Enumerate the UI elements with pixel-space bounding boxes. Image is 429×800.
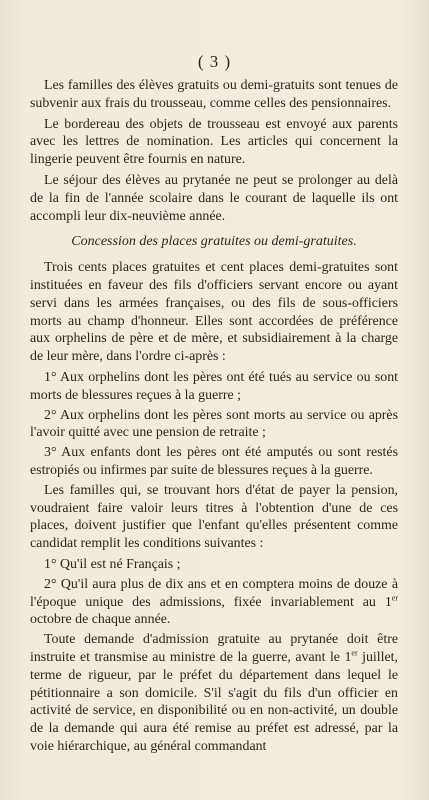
paragraph-intro: Trois cents places gratuites et cent places demi-gratuites sont instituées en faveur des fils d'officiers servant encore ou ayant servi dans les armées françaises, ou des fils de sous-officiers morts au champ d'honneur. Elles sont accordées de préférence aux orphelins de père et de mère, et subsidiairement à la charge de leur mère, dans l'ordre ci-après : xyxy=(30,260,398,365)
condition-2-sup: er xyxy=(391,592,398,602)
order-item-3: 3° Aux enfants dont les pères ont été amputés ou sont restés estropiés ou infirmes par suite de blessures reçues à la guerre. xyxy=(30,445,398,478)
paragraph-sejour: Le séjour des élèves au prytanée ne peut se prolonger au delà de la fin de l'année scolaire dans le courant de laquelle ils ont accompli leur dix-neuvième année. xyxy=(30,172,398,224)
section-heading: Concession des places gratuites ou demi-gratuites. xyxy=(71,234,357,250)
order-item-2: 2° Aux orphelins dont les pères sont morts au service ou après l'avoir quitté avec une pension de retraite ; xyxy=(30,407,398,441)
order-item-1: 1° Aux orphelins dont les pères ont été tués au service ou sont morts de blessures reçues à la guerre ; xyxy=(30,369,398,403)
demande-end: juillet, terme de rigueur, par le préfet du département dans lequel le pétitionnaire a son domicile. S'il s'agit du fils d'un officier en activité de service, en disponibilité ou en non-activité, un double de la demande qui aura été remise au préfet est adressé, par la voie hiérarchique, au général commandant xyxy=(30,649,398,754)
paragraph-demande xyxy=(30,631,398,756)
paragraph-trousseau: Les familles des élèves gratuits ou demi-gratuits sont tenues de subvenir aux frais du trousseau, comme celles des pensionnaires. xyxy=(30,78,398,111)
demande-start: Toute demande d'admission gratuite au prytanée doit être instruite et transmise au ministre de la guerre, avant le 1 xyxy=(30,632,398,665)
paragraph-bordereau: Le bordereau des objets de trousseau est envoyé aux parents avec les lettres de nomination. Les articles qui concernent la lingerie peuvent être fournis en nature. xyxy=(30,116,398,168)
condition-2 xyxy=(30,576,398,629)
condition-1: 1° Qu'il est né Français ; xyxy=(44,556,181,572)
page-number: ( 3 ) xyxy=(197,52,232,71)
page-text xyxy=(30,77,398,759)
paragraph-families: Les familles qui, se trouvant hors d'état de payer la pension, voudraient faire valoir leurs titres à l'obtention d'une de ces places, doivent justifier que l'enfant qu'elles présentent comme candidat remplit les conditions suivantes : xyxy=(30,482,398,552)
condition-2-end: octobre de chaque année. xyxy=(30,612,171,628)
condition-2-start: 2° Qu'il aura plus de dix ans et en comptera moins de douze à l'époque unique des admissions, fixée invariablement au 1 xyxy=(30,576,398,610)
demande-sup: er xyxy=(351,648,358,658)
